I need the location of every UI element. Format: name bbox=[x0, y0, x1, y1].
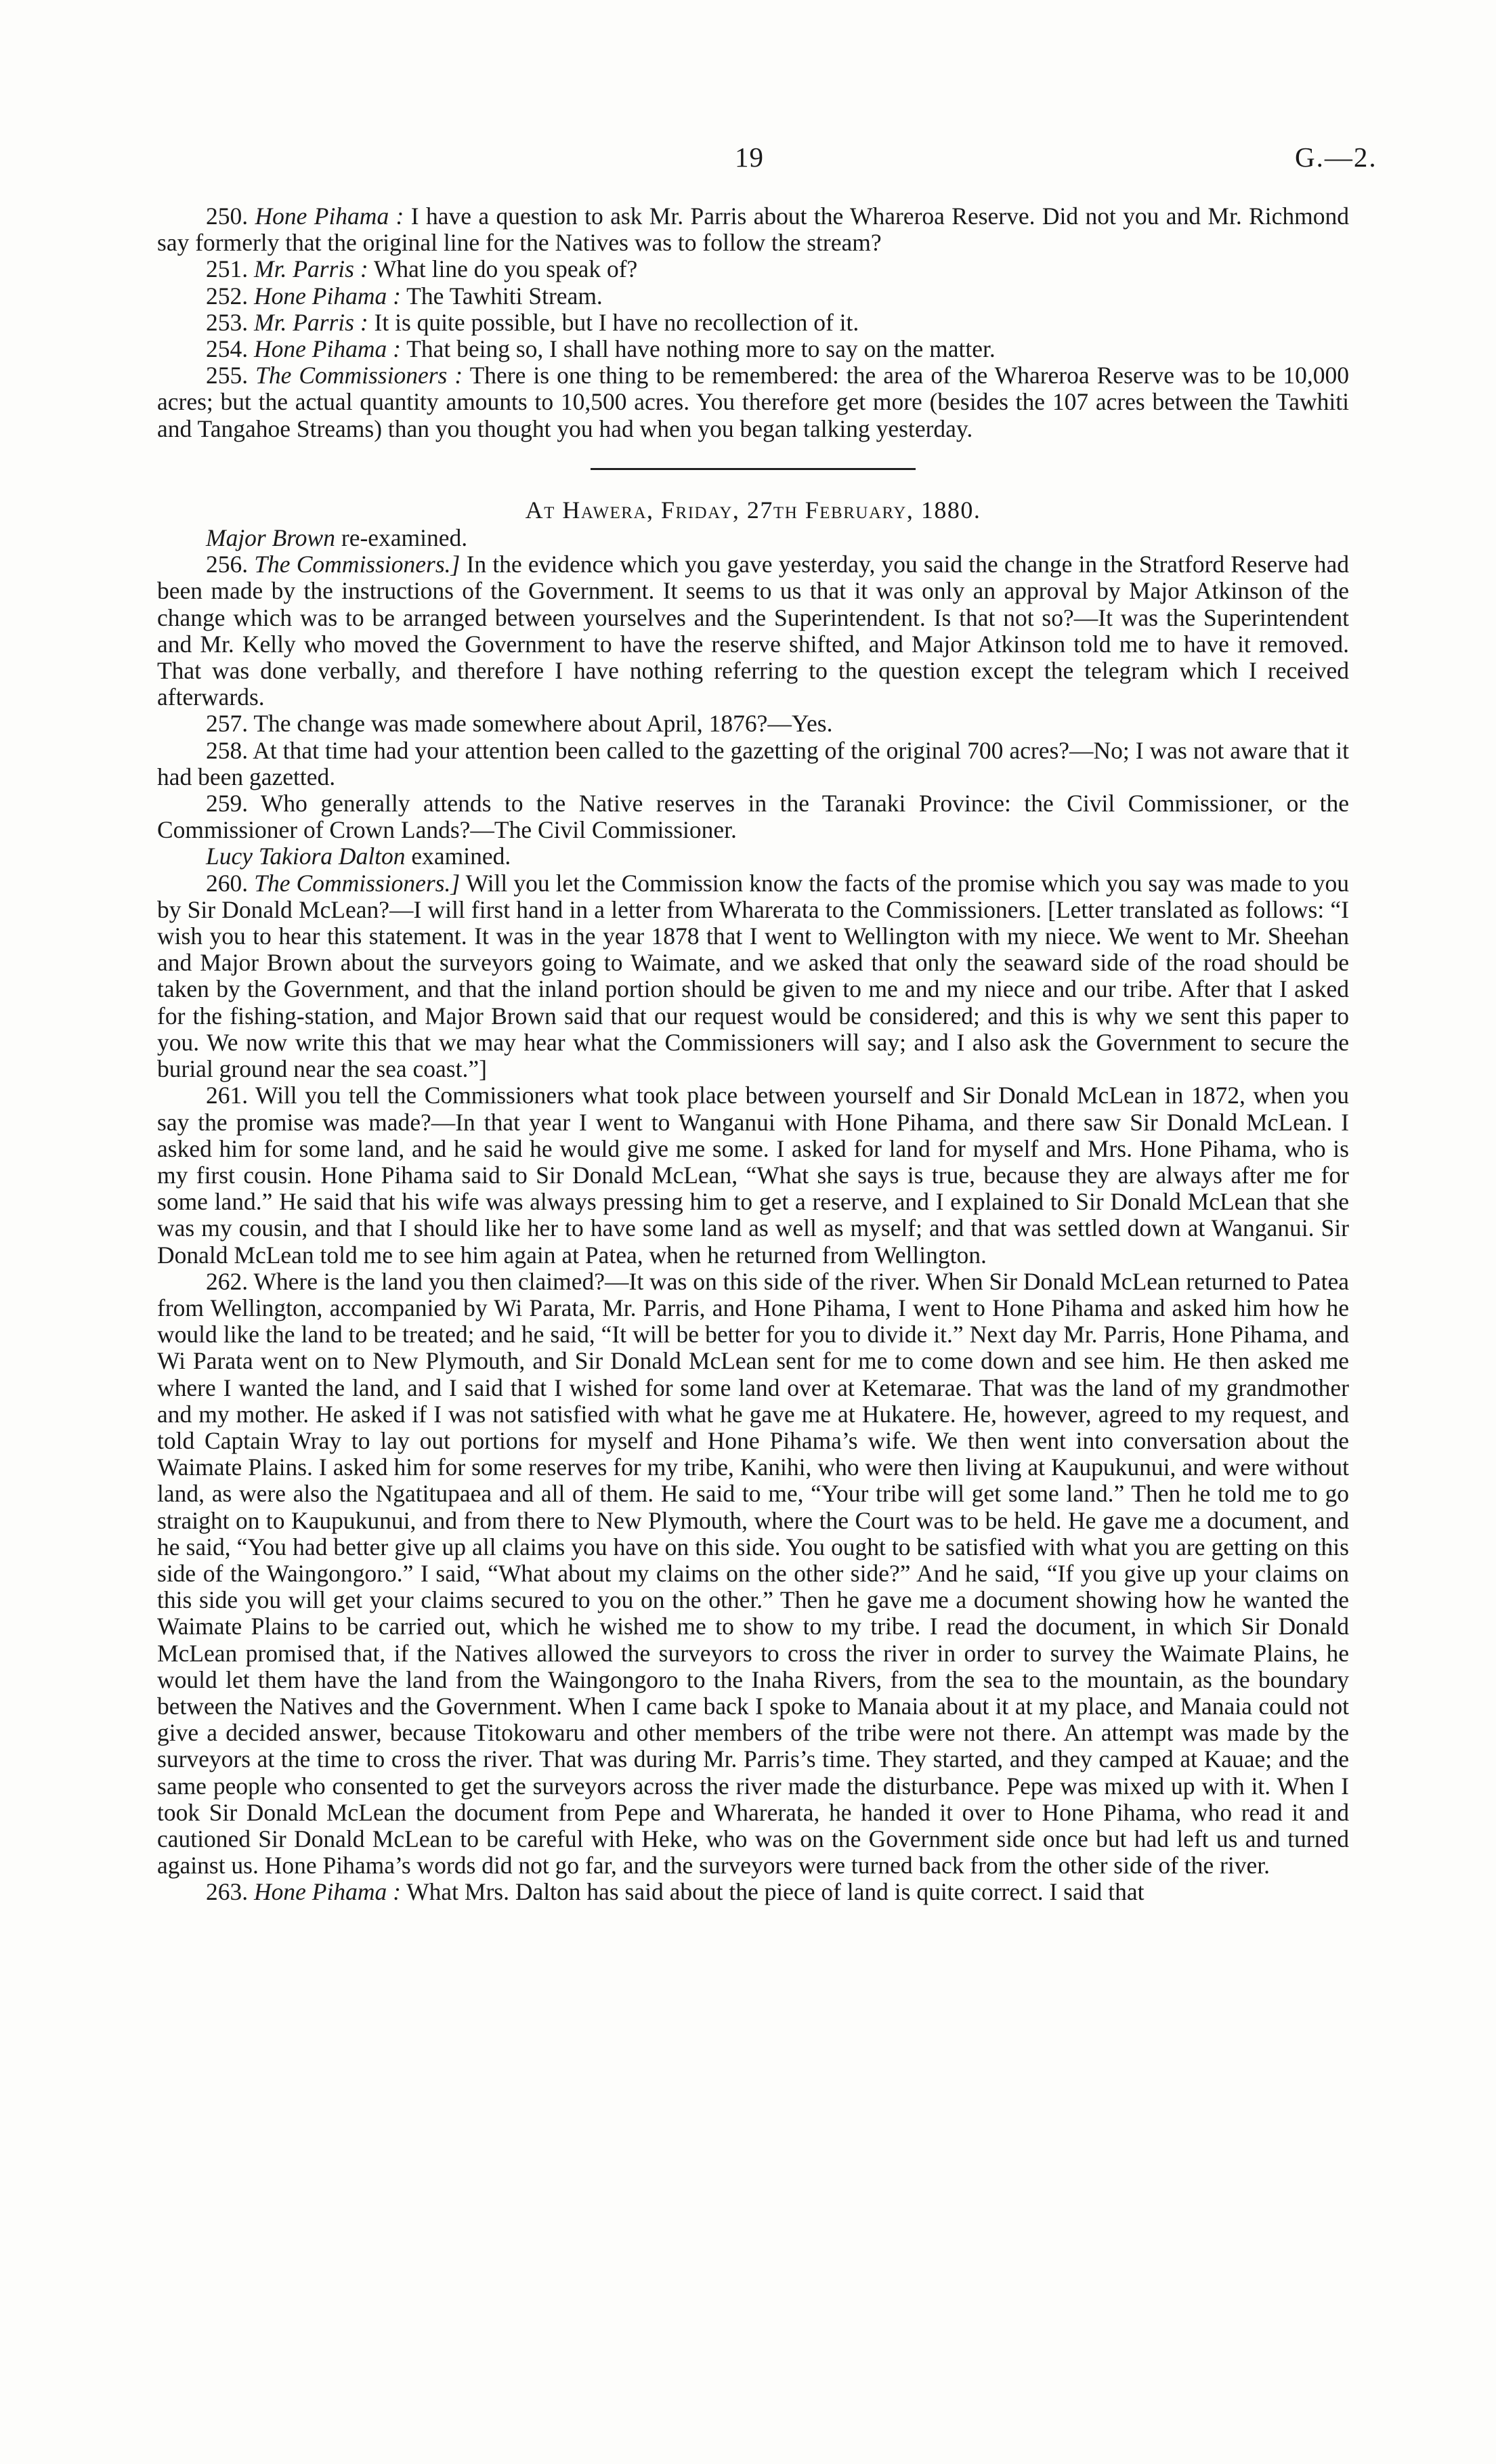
paragraph-number: 252. bbox=[206, 282, 249, 310]
paragraph-254 bbox=[157, 336, 1349, 362]
section-divider bbox=[591, 468, 916, 470]
paragraph-262 bbox=[157, 1269, 1349, 1879]
paragraph-text: I have a question to ask Mr. Parris about the Whareroa Reserve. Did not you and Mr. Richmond say formerly that the original line for the Natives was to follow the stream? bbox=[157, 203, 1350, 257]
paragraph-259 bbox=[157, 790, 1349, 843]
page-body bbox=[157, 203, 1349, 1906]
paragraph-text: It is quite possible, but I have no recollection of it. bbox=[368, 308, 859, 336]
paragraph-number: 257. bbox=[206, 710, 249, 738]
paragraph-number: 251. bbox=[206, 255, 249, 283]
speaker-name: Hone Pihama : bbox=[254, 335, 401, 363]
paragraph-text: In the evidence which you gave yesterday, you said the change in the Stratford Reserve had been made by the instructions of the Government. It seems to us that it was only an approval by Major Atkinson of the change which was to be arranged between yourselves and the Superintendent. Is that not so?—It was the Superintendent and Mr. Kelly who moved the Government to have the reserve shifted, and Major Atkinson told me to have it removed. That was done verbally, and therefore I have nothing referring to the question except the telegram which I received afterwards. bbox=[157, 551, 1350, 711]
paragraphs-mid bbox=[157, 551, 1349, 843]
paragraph-260 bbox=[157, 870, 1349, 1083]
paragraph-257 bbox=[157, 710, 1349, 737]
paragraphs-bottom bbox=[157, 870, 1349, 1906]
paragraph-text: There is one thing to be remembered: the area of the Whareroa Reserve was to be 10,000 acres; but the actual quantity amounts to 10,500 acres. You therefore get more (besides the 107 acres between the Tawhiti and Tangahoe Streams) than you thought you had when you began talking yesterday. bbox=[157, 362, 1350, 442]
page-header bbox=[0, 141, 1496, 182]
paragraph-number: 258. bbox=[206, 736, 249, 764]
paragraph-text: Where is the land you then claimed?—It was on this side of the river. When Sir Donald McLean returned to Patea from Wellington, accompanied by Wi Parata, Mr. Parris, and Hone Pihama, I went to Hone Pihama and asked him how he would like the land to be treated; and he said, “It will be better for you to divide it.” Next day Mr. Parris, Hone Pihama, and Wi Parata went on to New Plymouth, and Sir Donald McLean sent for me to come down and see him. He then asked me where I wanted the land, and I said that I wished for some land over at Ketemarae. That was the land of my grandmother and my mother. He asked if I was not satisfied with what he gave me at Hukatere. He, however, agreed to my request, and told Captain Wray to lay out portions for myself and Hone Pihama’s wife. We then went into conversation about the Waimate Plains. I asked him for some reserves for my tribe, Kanihi, who were then living at Kaupukunui, and were without land, as were also the Ngatitupaea and all of them. He said to me, “Your tribe will get some land.” Then he told me to go straight on to Kaupukunui, and from there to New Plymouth, where the Court was to be held. He gave me a document, and he said, “You had better give up all claims you have on this side. You ought to be satisfied with what you are getting on this side of the Waingongoro.” I said, “What about my claims on the other side?” And he said, “If you give up your claims on this side you will get your claims secured to you on the other.” Then he gave me a document showing how he wanted the Waimate Plains to be carried out, which he wished me to show to my tribe. I read the document, in which Sir Donald McLean promised that, if the Natives allowed the surveyors to cross the river in order to survey the Waimate Plains, he would let them have the land from the Waingongoro to the Inaha Rivers, from the sea to the mountain, as the boundary between the Natives and the Government. When I came back I spoke to Manaia about it at my place, and Manaia could not give a decided answer, because Titokowaru and other members of the tribe were not there. An attempt was made by the surveyors at the time to cross the river. That was during Mr. Parris’s time. They started, and they camped at Kauae; and the same people who consented to get the surveyors across the river made the disturbance. Pepe was mixed up with it. When I took Sir Donald McLean the document from Pepe and Wharerata, he handed it over to Hone Pihama, who read it and cautioned Sir Donald McLean to be careful with Heke, who was on the Government side once but had left us and turned against us. Hone Pihama’s words did not go far, and the surveyors were turned back from the other side of the river. bbox=[157, 1267, 1349, 1879]
paragraph-256 bbox=[157, 551, 1349, 710]
paragraph-text: What line do you speak of? bbox=[368, 255, 638, 283]
speaker-name: Hone Pihama : bbox=[254, 1878, 401, 1906]
paragraph-255 bbox=[157, 362, 1349, 442]
paragraph-253 bbox=[157, 310, 1349, 336]
paragraph-number: 261. bbox=[206, 1082, 249, 1109]
paragraph-number: 260. bbox=[206, 869, 249, 897]
section-heading: At Hawera, Friday, 27th February, 1880. bbox=[525, 496, 981, 524]
witness-line bbox=[157, 525, 1349, 551]
witness-status: re-examined. bbox=[335, 524, 468, 552]
paragraph-number: 259. bbox=[206, 790, 249, 817]
speaker-name: Mr. Parris : bbox=[254, 308, 368, 336]
paragraph-text: Will you tell the Commissioners what took place between yourself and Sir Donald McLean in 1872, when you say the promise was made?—In that year I went to Wanganui with Hone Pihama, and there saw Sir Donald McLean. I asked him for some land, and he said he would give me some. I asked for land for myself and Mrs. Hone Pihama, who is my first cousin. Hone Pihama said to Sir Donald McLean, “What she says is true, because they are always after me for some land.” He said that his wife was always pressing him to get a reserve, and I explained to Sir Donald McLean that she was my cousin, and that I should like her to have some land as well as myself; and that was settled down at Wanganui. Sir Donald McLean told me to see him again at Patea, when he returned from Wellington. bbox=[157, 1082, 1349, 1269]
paragraph-number: 255. bbox=[206, 362, 249, 389]
paragraph-text: Who generally attends to the Native reserves in the Taranaki Province: the Civil Commissioner, or the Commissioner of Crown Lands?—The Civil Commissioner. bbox=[157, 790, 1349, 844]
page-number: 19 bbox=[735, 142, 764, 173]
paragraph-252 bbox=[157, 283, 1349, 310]
witness-line bbox=[157, 843, 1349, 870]
speaker-name: The Commissioners.] bbox=[254, 551, 461, 578]
paragraph-263 bbox=[157, 1879, 1349, 1905]
paragraph-number: 254. bbox=[206, 335, 249, 363]
paragraph-text: The Tawhiti Stream. bbox=[400, 282, 603, 310]
paragraph-text: At that time had your attention been called to the gazetting of the original 700 acres?—No; I was not aware that it had been gazetted. bbox=[157, 736, 1349, 790]
speaker-name: Hone Pihama : bbox=[254, 282, 401, 310]
paragraph-258 bbox=[157, 738, 1349, 790]
paragraph-number: 256. bbox=[206, 551, 249, 578]
paragraph-text: Will you let the Commission know the facts of the promise which you say was made to you by Sir Donald McLean?—I will first hand in a letter from Wharerata to the Commissioners. [Letter translated as follows: “I wish you to hear this statement. It was in the year 1878 that I went to Wellington with my niece. We went to Mr. Sheehan and Major Brown about the surveyors going to Waimate, and we asked that only the seaward side of the road should be taken by the Government, and that the inland portion should be given to me and my niece and our tribe. After that I asked for the fishing-station, and Major Brown said that our request would be considered; and this is why we sent this paper to you. We now write this that we may hear what the Commissioners will say; and I also ask the Government to secure the burial ground near the sea coast.”] bbox=[157, 869, 1349, 1083]
witness-status: examined. bbox=[405, 843, 511, 870]
paragraph-text: The change was made somewhere about April, 1876?—Yes. bbox=[248, 710, 833, 738]
paragraph-number: 250. bbox=[206, 203, 249, 230]
paragraph-number: 262. bbox=[206, 1267, 249, 1295]
paragraph-251 bbox=[157, 256, 1349, 282]
witness-name: Major Brown bbox=[206, 524, 335, 552]
paragraph-text: That being so, I shall have nothing more to say on the matter. bbox=[400, 335, 996, 363]
paragraph-number: 253. bbox=[206, 308, 249, 336]
paragraph-250 bbox=[157, 203, 1349, 256]
speaker-name: Mr. Parris : bbox=[254, 255, 368, 283]
paragraphs-top bbox=[157, 203, 1349, 442]
speaker-name: The Commissioners : bbox=[255, 362, 463, 389]
witness-name: Lucy Takiora Dalton bbox=[206, 843, 406, 870]
speaker-name: Hone Pihama : bbox=[255, 203, 404, 230]
series-code: G.—2. bbox=[1295, 142, 1377, 173]
speaker-name: The Commissioners.] bbox=[254, 869, 461, 897]
paragraph-text: What Mrs. Dalton has said about the piece of land is quite correct. I said that bbox=[400, 1878, 1145, 1906]
paragraph-261 bbox=[157, 1082, 1349, 1268]
paragraph-number: 263. bbox=[206, 1878, 249, 1906]
